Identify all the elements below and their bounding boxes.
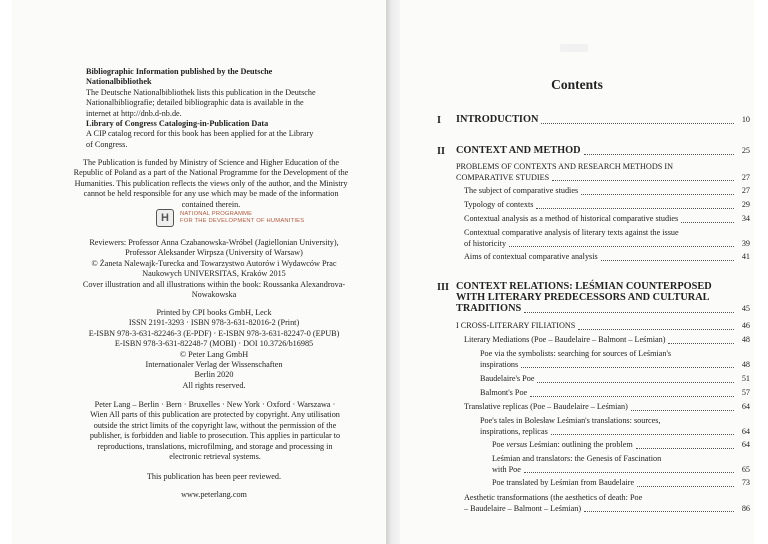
city-year: Berlin 2020 [194,370,234,380]
dot-leader [521,367,734,368]
dot-leader [536,208,734,209]
dot-leader [601,260,734,261]
dot-leader [524,312,734,313]
toc-entry-contextual-analysis[interactable] [464,214,750,225]
toc-label: Baudelaire's Poe [480,374,535,383]
dot-leader [530,396,734,397]
toc-page: 25 [741,146,750,155]
toc-label: CONTEXT RELATIONS: LEŚMIAN COUNTERPOSED [456,281,712,292]
logo-text [180,211,304,225]
toc-label: Literary Mediations (Poe – Baudelaire – Balmont – Leśmian) [464,335,666,344]
funding-note: The Publication is funded by Ministry of Science and Higher Education of the Republic of Poland as a part of the National Programme for the Development of the Humanities. This publication reflects the views only of the author, and the Ministry cannot be held responsible for any use which may be made of the information contained therein. [73,158,349,209]
toc-entry-problems-of-contexts[interactable] [456,162,750,173]
toc-label-em: versus [506,440,528,449]
toc-page: 34 [741,214,750,223]
logo-letter: H [161,212,169,224]
toc-label: of historicity [464,238,507,248]
toc-label: Leśmian and translators: the Genesis of Fascination [492,454,662,463]
toc-label: TRADITIONS [456,303,522,314]
issn-isbn: ISSN 2191-3293 · ISBN 978-3-631-82016-2 (Print) [128,318,300,328]
toc-entry-literary-mediations[interactable] [464,335,750,346]
toc-entry-historicity-cont[interactable] [464,239,750,250]
toc-part-context-relations-cont[interactable] [456,304,750,315]
toc-entry-poes-tales-cont[interactable] [480,427,750,438]
credits-block [74,238,354,300]
toc-page: 27 [741,186,750,195]
toc-label: I CROSS-LITERARY FILIATIONS [456,321,576,330]
toc-page: 45 [741,304,750,313]
toc-label: Contextual comparative analysis of literary texts against the issue [464,228,679,237]
printed-by: Printed by CPI books GmbH, Leck [156,308,272,317]
toc-part-introduction[interactable] [456,115,750,126]
toc-label-pre: Poe [492,440,507,449]
toc-page: 29 [741,200,750,209]
toc-label: Contextual analysis as a method of historical comparative studies [464,214,679,223]
toc-label: CONTEXT AND METHOD [456,145,581,156]
dot-leader [631,410,734,411]
toc-page: 39 [741,238,750,248]
toc-label: Poe via the symbolists: searching for sources of Leśmian's [480,349,672,358]
toc-page: 65 [741,464,750,474]
toc-entry-translative-replicas[interactable] [464,402,750,413]
toc-page: 41 [741,252,750,261]
toc-entry-problems-of-contexts-cont[interactable] [456,173,750,184]
reviewers: Reviewers: Professor Anna Czabanowska-Wróbel (Jagiellonian University), Professor Aleksander Wirpsza (University of Warsaw) [89,238,339,258]
right-page [400,0,754,544]
humanities-logo [156,209,174,227]
toc-label: COMPARATIVE STUDIES [456,172,550,182]
toc-entry-typology[interactable] [464,200,750,211]
toc-label: WITH LITERARY PREDECESSORS AND CULTURAL [456,291,710,303]
toc-label: Balmont's Poe [480,388,528,397]
eisbn: E-ISBN 978-3-631-82246-3 (E-PDF) · E-ISBN 978-3-631-82247-0 (EPUB) [88,328,340,338]
toc-entry-poe-via-symbolists-cont[interactable] [480,360,750,371]
part-number: II [437,146,446,157]
toc-label: Aesthetic transformations (the aesthetics of death: Poe [464,493,643,502]
loc-text: A CIP catalog record for this book has been applied for at the Library of Congress. [86,129,314,149]
loc-heading: Library of Congress Cataloging-in-Publication Data [86,119,269,129]
left-page [14,0,386,544]
dot-leader [552,180,734,181]
dot-leader [581,194,734,195]
author-copyright: © Żaneta Nalewajk-Turecka and Towarzystwo Autorów i Wydawców Prac Naukowych UNIVERSITAS, Kraków 2015 [91,258,337,279]
toc-page: 57 [741,388,750,397]
peer-review-note: This publication has been peer reviewed. [146,472,282,481]
toc-entry-subject[interactable] [464,186,750,197]
part-number: I [437,115,442,126]
toc-entry-balmonts-poe[interactable] [480,388,750,399]
toc-entry-lesmian-translators[interactable] [492,454,750,465]
toc-label [492,440,633,451]
dot-leader [551,434,734,435]
toc-label-post: Leśmian: outlining the problem [527,440,633,449]
toc-entry-poe-translated[interactable] [492,478,750,489]
toc-label: Translative replicas (Poe – Baudelaire – Leśmian) [464,402,628,411]
toc-page: 64 [741,426,750,436]
toc-label: with Poe [492,464,521,474]
cover-credit: Cover illustration and all illustrations within the book: Roussanka Alexandrova-Nowakowska [82,279,346,300]
toc-page: 64 [741,440,750,449]
toc-label: INTRODUCTION [456,114,539,125]
bibliographic-info-block [86,67,316,150]
toc-part-context-relations[interactable] [456,282,750,303]
toc-page: 27 [741,172,750,182]
dot-leader [637,486,734,487]
bleed-through-mark [560,44,588,52]
dot-leader [541,123,734,124]
biblio-text: The Deutsche Nationalbibliothek lists this publication in the Deutsche Nationalbibliografie; detailed bibliographic data is available in the internet at http://dnb.d-nb.de. [86,87,316,118]
toc-label: – Baudelaire – Balmont – Leśmian) [464,503,582,513]
logo-line-2: FOR THE DEVELOPMENT OF HUMANITIES [180,218,305,224]
dot-leader [584,511,734,512]
toc-entry-aesthetic-transformations-cont[interactable] [464,504,750,515]
toc-entry-poe-versus-lesmian[interactable] [492,440,750,451]
publisher-name: Internationaler Verlag der Wissenschaften [145,360,283,370]
publisher-website[interactable]: www.peterlang.com [181,490,247,499]
dot-leader [537,382,734,383]
printing-block [74,308,354,391]
toc-entry-poe-via-symbolists[interactable] [480,349,750,360]
toc-entry-lesmian-translators-cont[interactable] [492,465,750,476]
part-number: III [437,282,450,293]
toc-page: 51 [741,374,750,383]
toc-page: 10 [741,115,750,124]
copyright-notice: Peter Lang – Berlin · Bern · Bruxelles · New York · Oxford · Warszawa · Wien All parts of this publication are protected by copyright. Any utilisation outside the strict limits of the copyright law, without the permission of the publisher, is forbidden and liable to prosecution. This applies in particular to reproductions, translations, microfilming, and storage and processing in electronic retrieval systems. [89,400,341,462]
toc-label: Poe translated by Leśmian from Baudelaire [492,478,635,487]
rights: All rights reserved. [182,380,246,390]
toc-label: inspirations, replicas [480,426,548,436]
toc-page: 46 [741,321,750,330]
publisher-copyright: © Peter Lang GmbH [179,349,249,359]
toc-page: 73 [741,478,750,487]
contents-title: Contents [551,77,603,92]
eisbn-mobi: E-ISBN 978-3-631-82248-7 (MOBI) · DOI 10.3726/b16985 [114,339,314,349]
toc-page: 48 [741,335,750,344]
toc-label: The subject of comparative studies [464,186,579,195]
toc-label: Typology of contexts [464,200,534,209]
book-gutter [386,0,400,544]
toc-label: inspirations [480,359,519,369]
toc-part-context-method[interactable] [456,146,750,157]
toc-entry-aesthetic-transformations[interactable] [464,493,750,504]
dot-leader [509,246,734,247]
toc-entry-poes-tales[interactable] [480,416,750,427]
toc-entry-baudelaires-poe[interactable] [480,374,750,385]
biblio-heading: Bibliographic Information published by the Deutsche Nationalbibliothek [86,67,273,87]
dot-leader [584,154,734,155]
dot-leader [524,472,734,473]
toc-page: 48 [741,359,750,369]
toc-page: 64 [741,402,750,411]
toc-entry-cross-literary[interactable] [456,321,750,332]
dot-leader [578,329,734,330]
dot-leader [668,343,734,344]
toc-entry-historicity[interactable] [464,228,750,239]
toc-entry-aims[interactable] [464,252,750,263]
logo-line-1: NATIONAL PROGRAMME [180,211,253,217]
toc-label: Aims of contextual comparative analysis [464,252,598,261]
toc-label: PROBLEMS OF CONTEXTS AND RESEARCH METHODS IN [456,162,673,171]
toc-page: 86 [741,503,750,513]
dot-leader [636,448,734,449]
dot-leader [681,222,734,223]
toc-label: Poe's tales in Bolesław Leśmian's translations: sources, [480,416,661,425]
